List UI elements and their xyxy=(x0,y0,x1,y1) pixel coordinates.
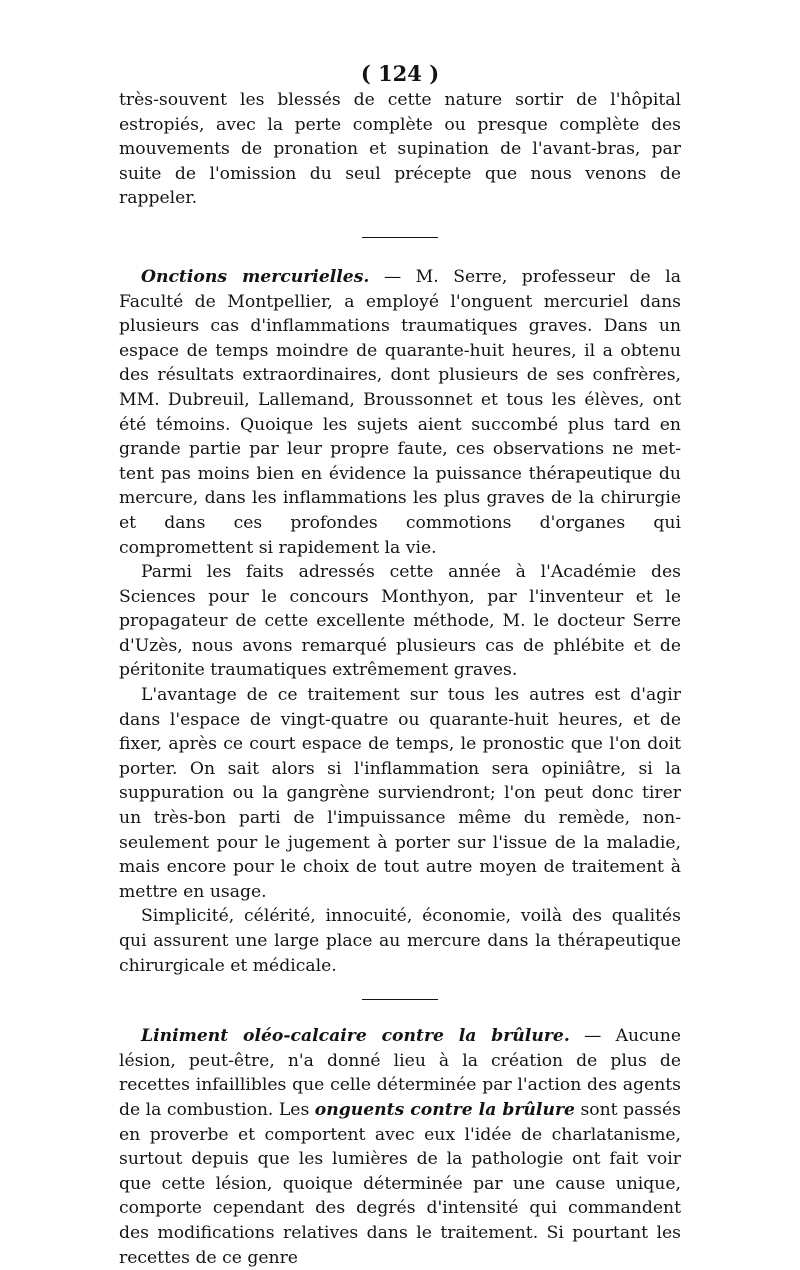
section-onctions-paragraph-3: L'avantage de ce traitement sur tous les autres est d'agir dans l'espace de vingt-quatre ou quarante-huit heures, et de fixer, après ce court espace de temps, le pronostic que l'on doit porter. On sait alors si l'inflammation sera opiniâtre, si la suppuration ou la gangrène surviendront; l'on peut donc tirer un très-bon parti de l'impuissance même du remède, non-seulement pour le jugement à porter sur l'issue de la maladie, mais encore pour le choix de tout autre moyen de traitement à mettre en usage. xyxy=(119,685,681,902)
section-onctions-paragraph-1 xyxy=(119,265,681,560)
section-onctions-paragraph-2: Parmi les faits adressés cette année à l'Académie des Sciences pour le concours Monthyon, par l'inventeur et le propagateur de cette excellente méthode, M. le docteur Serre d'Uzès, nous avons remarqué plusieurs cas de phlébite et de péritonite traumatiques extrêmement graves. xyxy=(119,562,681,681)
continuation-paragraph: très-souvent les blessés de cette nature sortir de l'hôpital estropiés, avec la perte complète ou presque complète des mouvements de pronation et supination de l'avant-bras, par suite de l'omission du seul précepte que nous venons de rappeler. xyxy=(119,90,681,209)
heading-dash: — xyxy=(569,1026,616,1047)
page-number: ( 124 ) xyxy=(360,61,440,86)
section-onctions-paragraph-4: Simplicité, célérité, innocuité, économie, voilà des qualités qui assurent une large place au mercure dans la thérapeutique chirurgicale et médicale. xyxy=(119,906,681,976)
book-page xyxy=(119,60,681,1270)
section-liniment-paragraph-1 xyxy=(119,1024,681,1270)
section-divider xyxy=(362,237,438,238)
heading-dash: — xyxy=(369,266,416,287)
paragraph-text: Aucune lésion, peut-être, n'a donné lieu à la création de plus de recettes infaillibles que celle déterminée par l'action des agents de la combustion. Les xyxy=(119,1026,681,1120)
section-heading-liniment: Liniment oléo-calcaire contre la brûlure. xyxy=(141,1026,570,1047)
section-divider xyxy=(362,999,438,1000)
emphasis-onguents: onguents contre la brûlure xyxy=(314,1099,575,1120)
section-heading-onctions: Onctions mercurielles. xyxy=(141,266,370,287)
paragraph-text: M. Serre, professeur de la Faculté de Montpellier, a employé l'onguent mercuriel dans plusieurs cas d'inflammations traumatiques graves. Dans un espace de temps moindre de quarante-huit heures, il a obtenu des résultats extraordinaires, dont plusieurs de ses confrères, MM. Dubreuil, Lallemand, Broussonnet et tous les élèves, ont été témoins. Quoique les sujets aient succombé plus tard en grande partie par leur propre faute, ces observations ne mettent pas moins bien en évidence la puissance thérapeutique du mercure, dans les inflammations les plus graves de la chirurgie et dans ces profondes commotions d'organes qui compromettent si rapidement la vie. xyxy=(119,266,681,558)
paragraph-text: sont passés en proverbe et comportent avec eux l'idée de charlatanisme, surtout depuis que les lumières de la pathologie ont fait voir que cette lésion, quoique déterminée par une cause unique, comporte cependant des degrés d'intensité qui commandent des modifications relatives dans le traitement. Si pourtant les recettes de ce genre xyxy=(119,1099,681,1268)
